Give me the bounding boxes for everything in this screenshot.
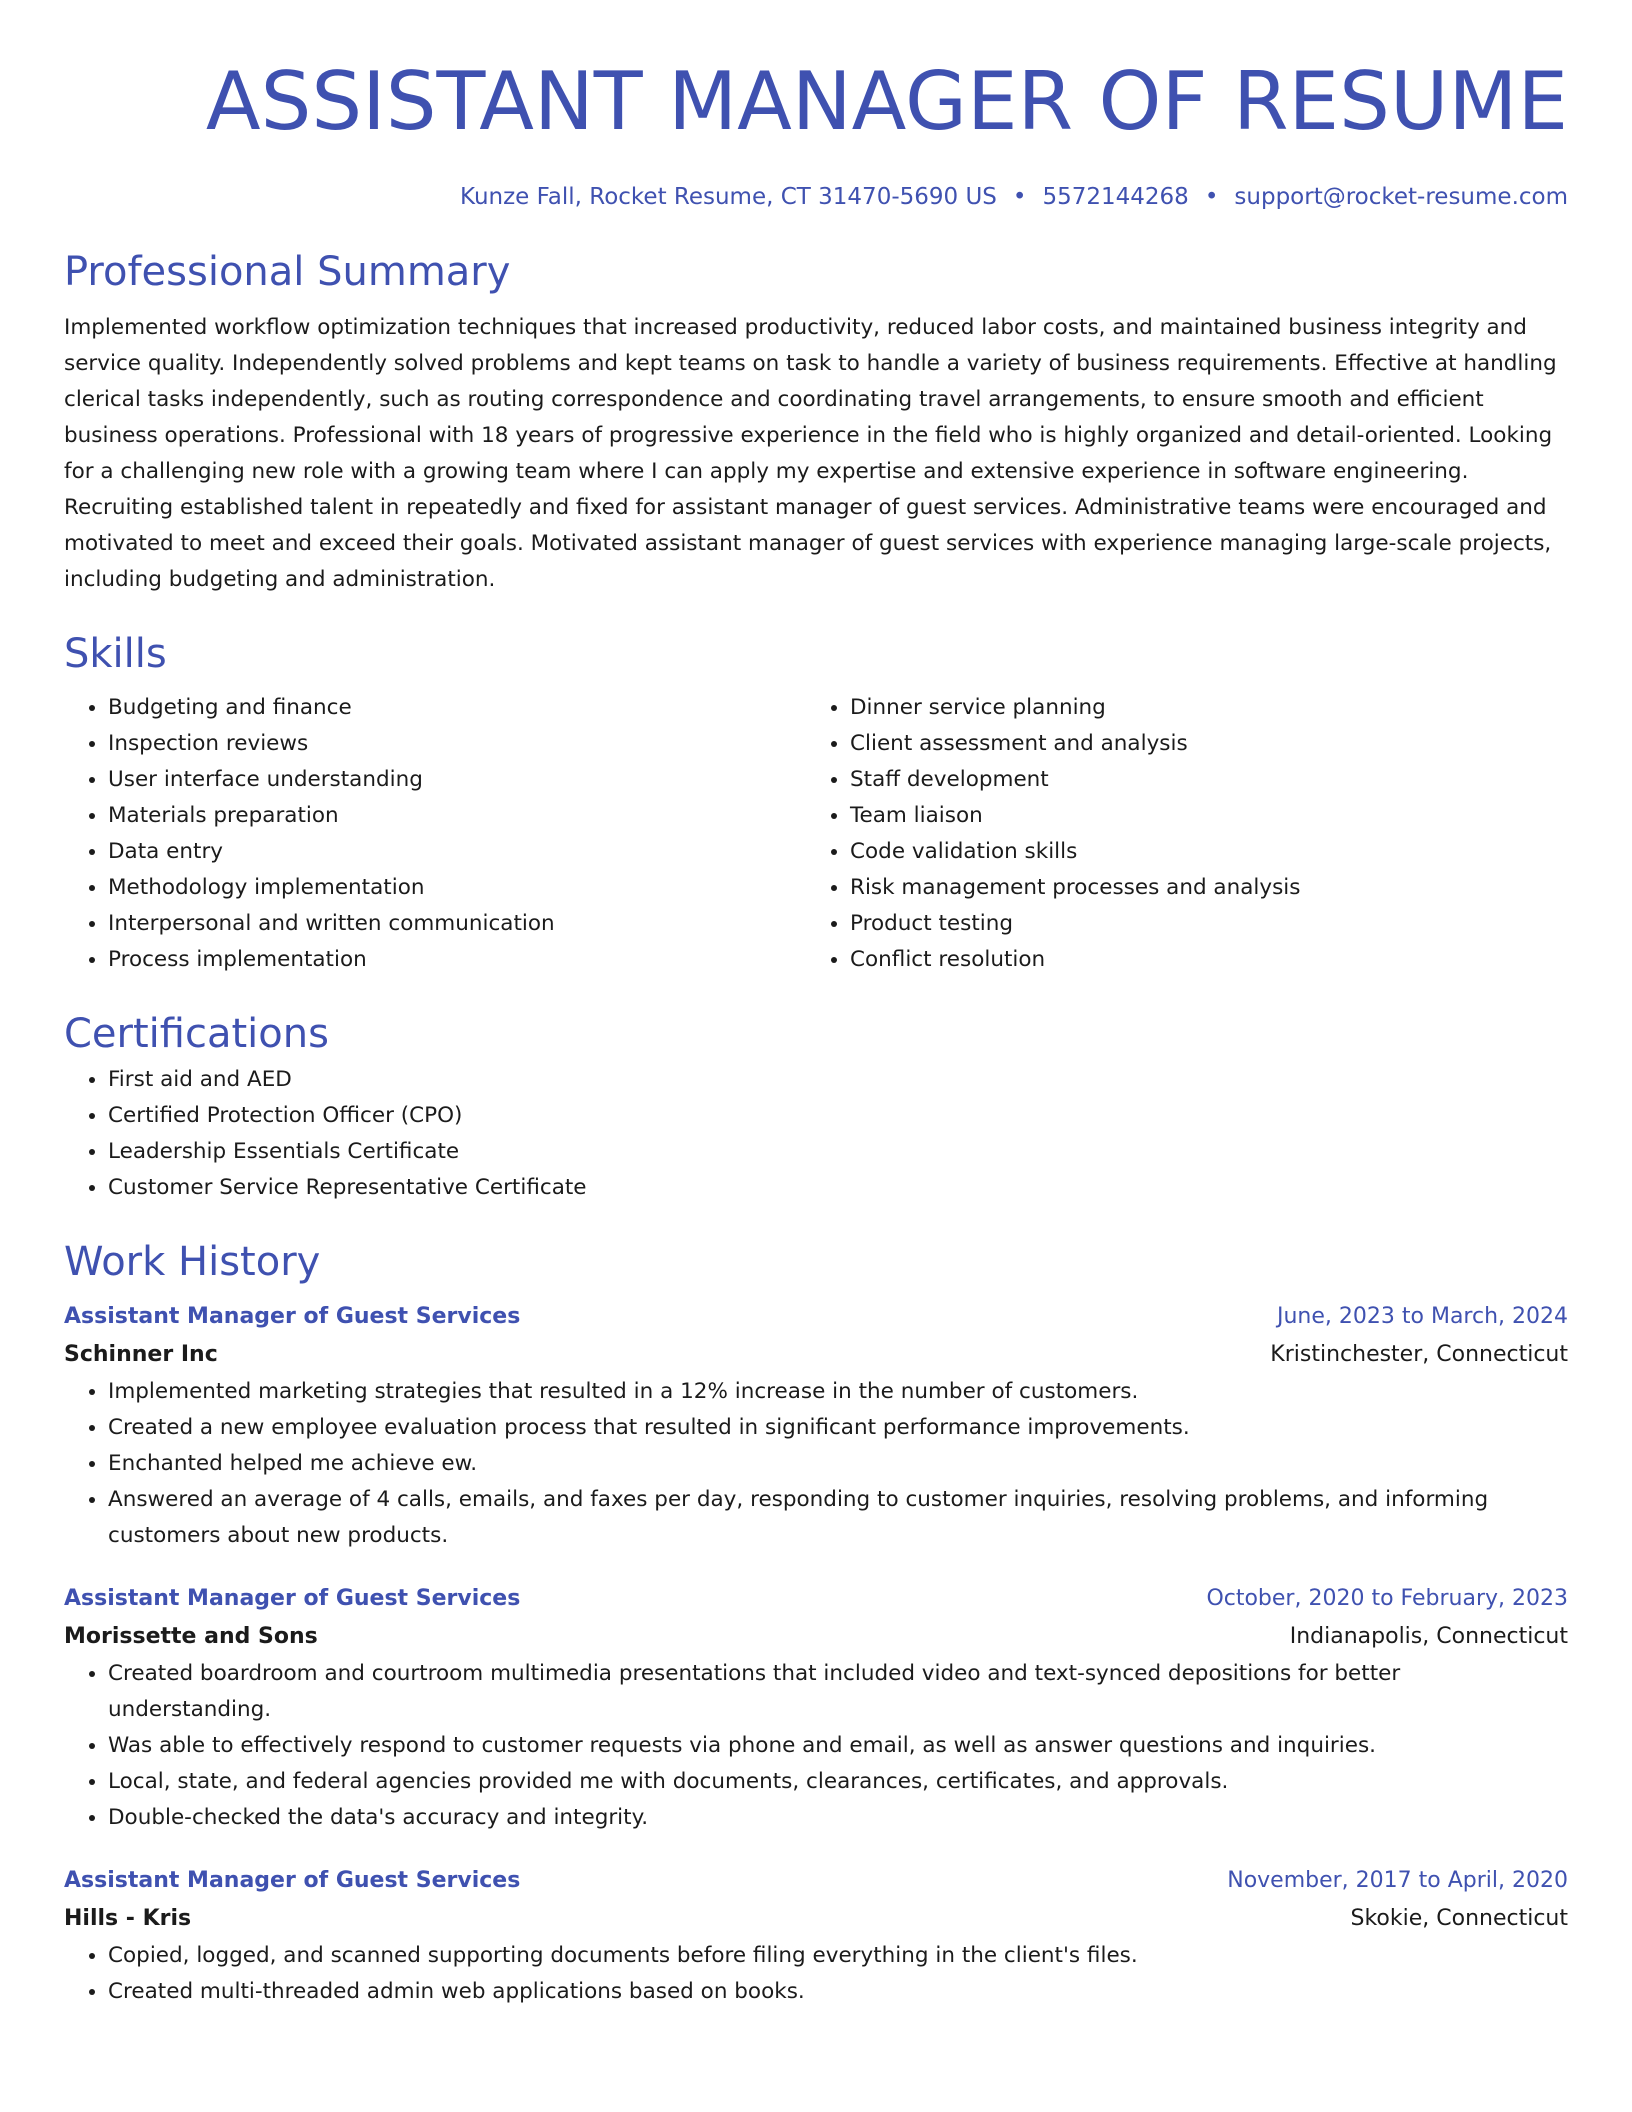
skill-item: • Materials preparation: [108, 798, 806, 834]
contact-separator: •: [1204, 184, 1219, 210]
job-entry: [64, 1580, 1568, 1836]
job-company-row: [64, 1900, 1568, 1938]
skill-item: • Data entry: [108, 834, 806, 870]
skills-column-left: [64, 690, 806, 978]
job-entry: [64, 1862, 1568, 2010]
skill-item: • Process implementation: [108, 942, 806, 978]
contact-phone: 5572144268: [1042, 184, 1189, 210]
skill-item: • Dinner service planning: [850, 690, 1548, 726]
job-dates: June, 2023 to March, 2024: [1277, 1304, 1568, 1329]
contact-line: [64, 180, 1568, 214]
job-bullet: • Created boardroom and courtroom multimedia presentations that included video and text-synced depositions for better understanding.: [108, 1656, 1568, 1728]
job-company-row: [64, 1618, 1568, 1656]
job-company: Hills - Kris: [64, 1906, 192, 1931]
job-bullet: • Was able to effectively respond to customer requests via phone and email, as well as answer questions and inquiries.: [108, 1728, 1568, 1764]
skill-item: • Client assessment and analysis: [850, 726, 1548, 762]
job-bullet: • Copied, logged, and scanned supporting documents before filing everything in the client's files.: [108, 1938, 1568, 1974]
job-bullet: • Answered an average of 4 calls, emails, and faxes per day, responding to customer inquiries, resolving problems, and informing customers about new products.: [108, 1482, 1568, 1554]
job-bullet: • Implemented marketing strategies that resulted in a 12% increase in the number of customers.: [108, 1374, 1568, 1410]
skill-item: • Risk management processes and analysis: [850, 870, 1548, 906]
job-location: Indianapolis, Connecticut: [1289, 1624, 1568, 1649]
skill-item: • Inspection reviews: [108, 726, 806, 762]
certification-item: • Customer Service Representative Certificate: [108, 1170, 1568, 1206]
skill-item: • Conflict resolution: [850, 942, 1548, 978]
job-dates: November, 2017 to April, 2020: [1227, 1868, 1568, 1893]
job-company: Schinner Inc: [64, 1342, 218, 1367]
skills-grid: [64, 690, 1568, 978]
contact-address: Kunze Fall, Rocket Resume, CT 31470-5690 US: [460, 184, 997, 210]
certification-item: • First aid and AED: [108, 1062, 1568, 1098]
job-header-row: [64, 1298, 1568, 1336]
job-header-row: [64, 1862, 1568, 1900]
certification-list: [64, 1062, 1568, 1206]
skill-item: • Code validation skills: [850, 834, 1548, 870]
skill-item: • User interface understanding: [108, 762, 806, 798]
job-bullet-list: [64, 1656, 1568, 1836]
job-bullet: • Enchanted helped me achieve ew.: [108, 1446, 1568, 1482]
job-header-row: [64, 1580, 1568, 1618]
job-company-row: [64, 1336, 1568, 1374]
skill-item: • Budgeting and finance: [108, 690, 806, 726]
job-title: Assistant Manager of Guest Services: [64, 1586, 521, 1611]
skill-item: • Team liaison: [850, 798, 1548, 834]
skill-item: • Staff development: [850, 762, 1548, 798]
certification-item: • Certified Protection Officer (CPO): [108, 1098, 1568, 1134]
job-title: Assistant Manager of Guest Services: [64, 1868, 521, 1893]
section-title-skills: Skills: [64, 631, 167, 677]
job-title: Assistant Manager of Guest Services: [64, 1304, 521, 1329]
skills-column-right: [806, 690, 1548, 978]
job-company: Morissette and Sons: [64, 1624, 318, 1649]
summary-text: Implemented workflow optimization techniques that increased productivity, reduced labor costs, and maintained business integrity and service quality. Independently solved problems and kept teams on task to handle a variety of business requirements. Effective at handling clerical tasks independently, such as routing correspondence and coordinating travel arrangements, to ensure smooth and efficient business operations. Professional with 18 years of progressive experience in the field who is highly organized and detail-oriented. Looking for a challenging new role with a growing team where I can apply my expertise and extensive experience in software engineering. Recruiting established talent in repeatedly and fixed for assistant manager of guest services. Administrative teams were encouraged and motivated to meet and exceed their goals. Motivated assistant manager of guest services with experience managing large-scale projects, including budgeting and administration.: [64, 315, 1557, 592]
contact-separator: •: [1012, 184, 1027, 210]
job-dates: October, 2020 to February, 2023: [1206, 1586, 1568, 1611]
skill-item: • Interpersonal and written communication: [108, 906, 806, 942]
section-title-certifications: Certifications: [64, 1011, 329, 1057]
job-bullet: • Created multi-threaded admin web applications based on books.: [108, 1974, 1568, 2010]
resume-name: ASSISTANT MANAGER OF RESUME: [205, 55, 1568, 148]
certification-item: • Leadership Essentials Certificate: [108, 1134, 1568, 1170]
job-bullet: • Local, state, and federal agencies provided me with documents, clearances, certificates, and approvals.: [108, 1764, 1568, 1800]
section-title-summary: Professional Summary: [64, 249, 511, 295]
skill-item: • Methodology implementation: [108, 870, 806, 906]
job-entry: [64, 1298, 1568, 1554]
section-title-work-history: Work History: [64, 1239, 321, 1285]
skill-item: • Product testing: [850, 906, 1548, 942]
job-location: Skokie, Connecticut: [1350, 1906, 1568, 1931]
job-bullet: • Double-checked the data's accuracy and integrity.: [108, 1800, 1568, 1836]
job-location: Kristinchester, Connecticut: [1270, 1342, 1568, 1367]
job-bullet: • Created a new employee evaluation process that resulted in significant performance improvements.: [108, 1410, 1568, 1446]
job-bullet-list: [64, 1938, 1568, 2010]
job-bullet-list: [64, 1374, 1568, 1554]
contact-email: support@rocket-resume.com: [1234, 184, 1568, 210]
